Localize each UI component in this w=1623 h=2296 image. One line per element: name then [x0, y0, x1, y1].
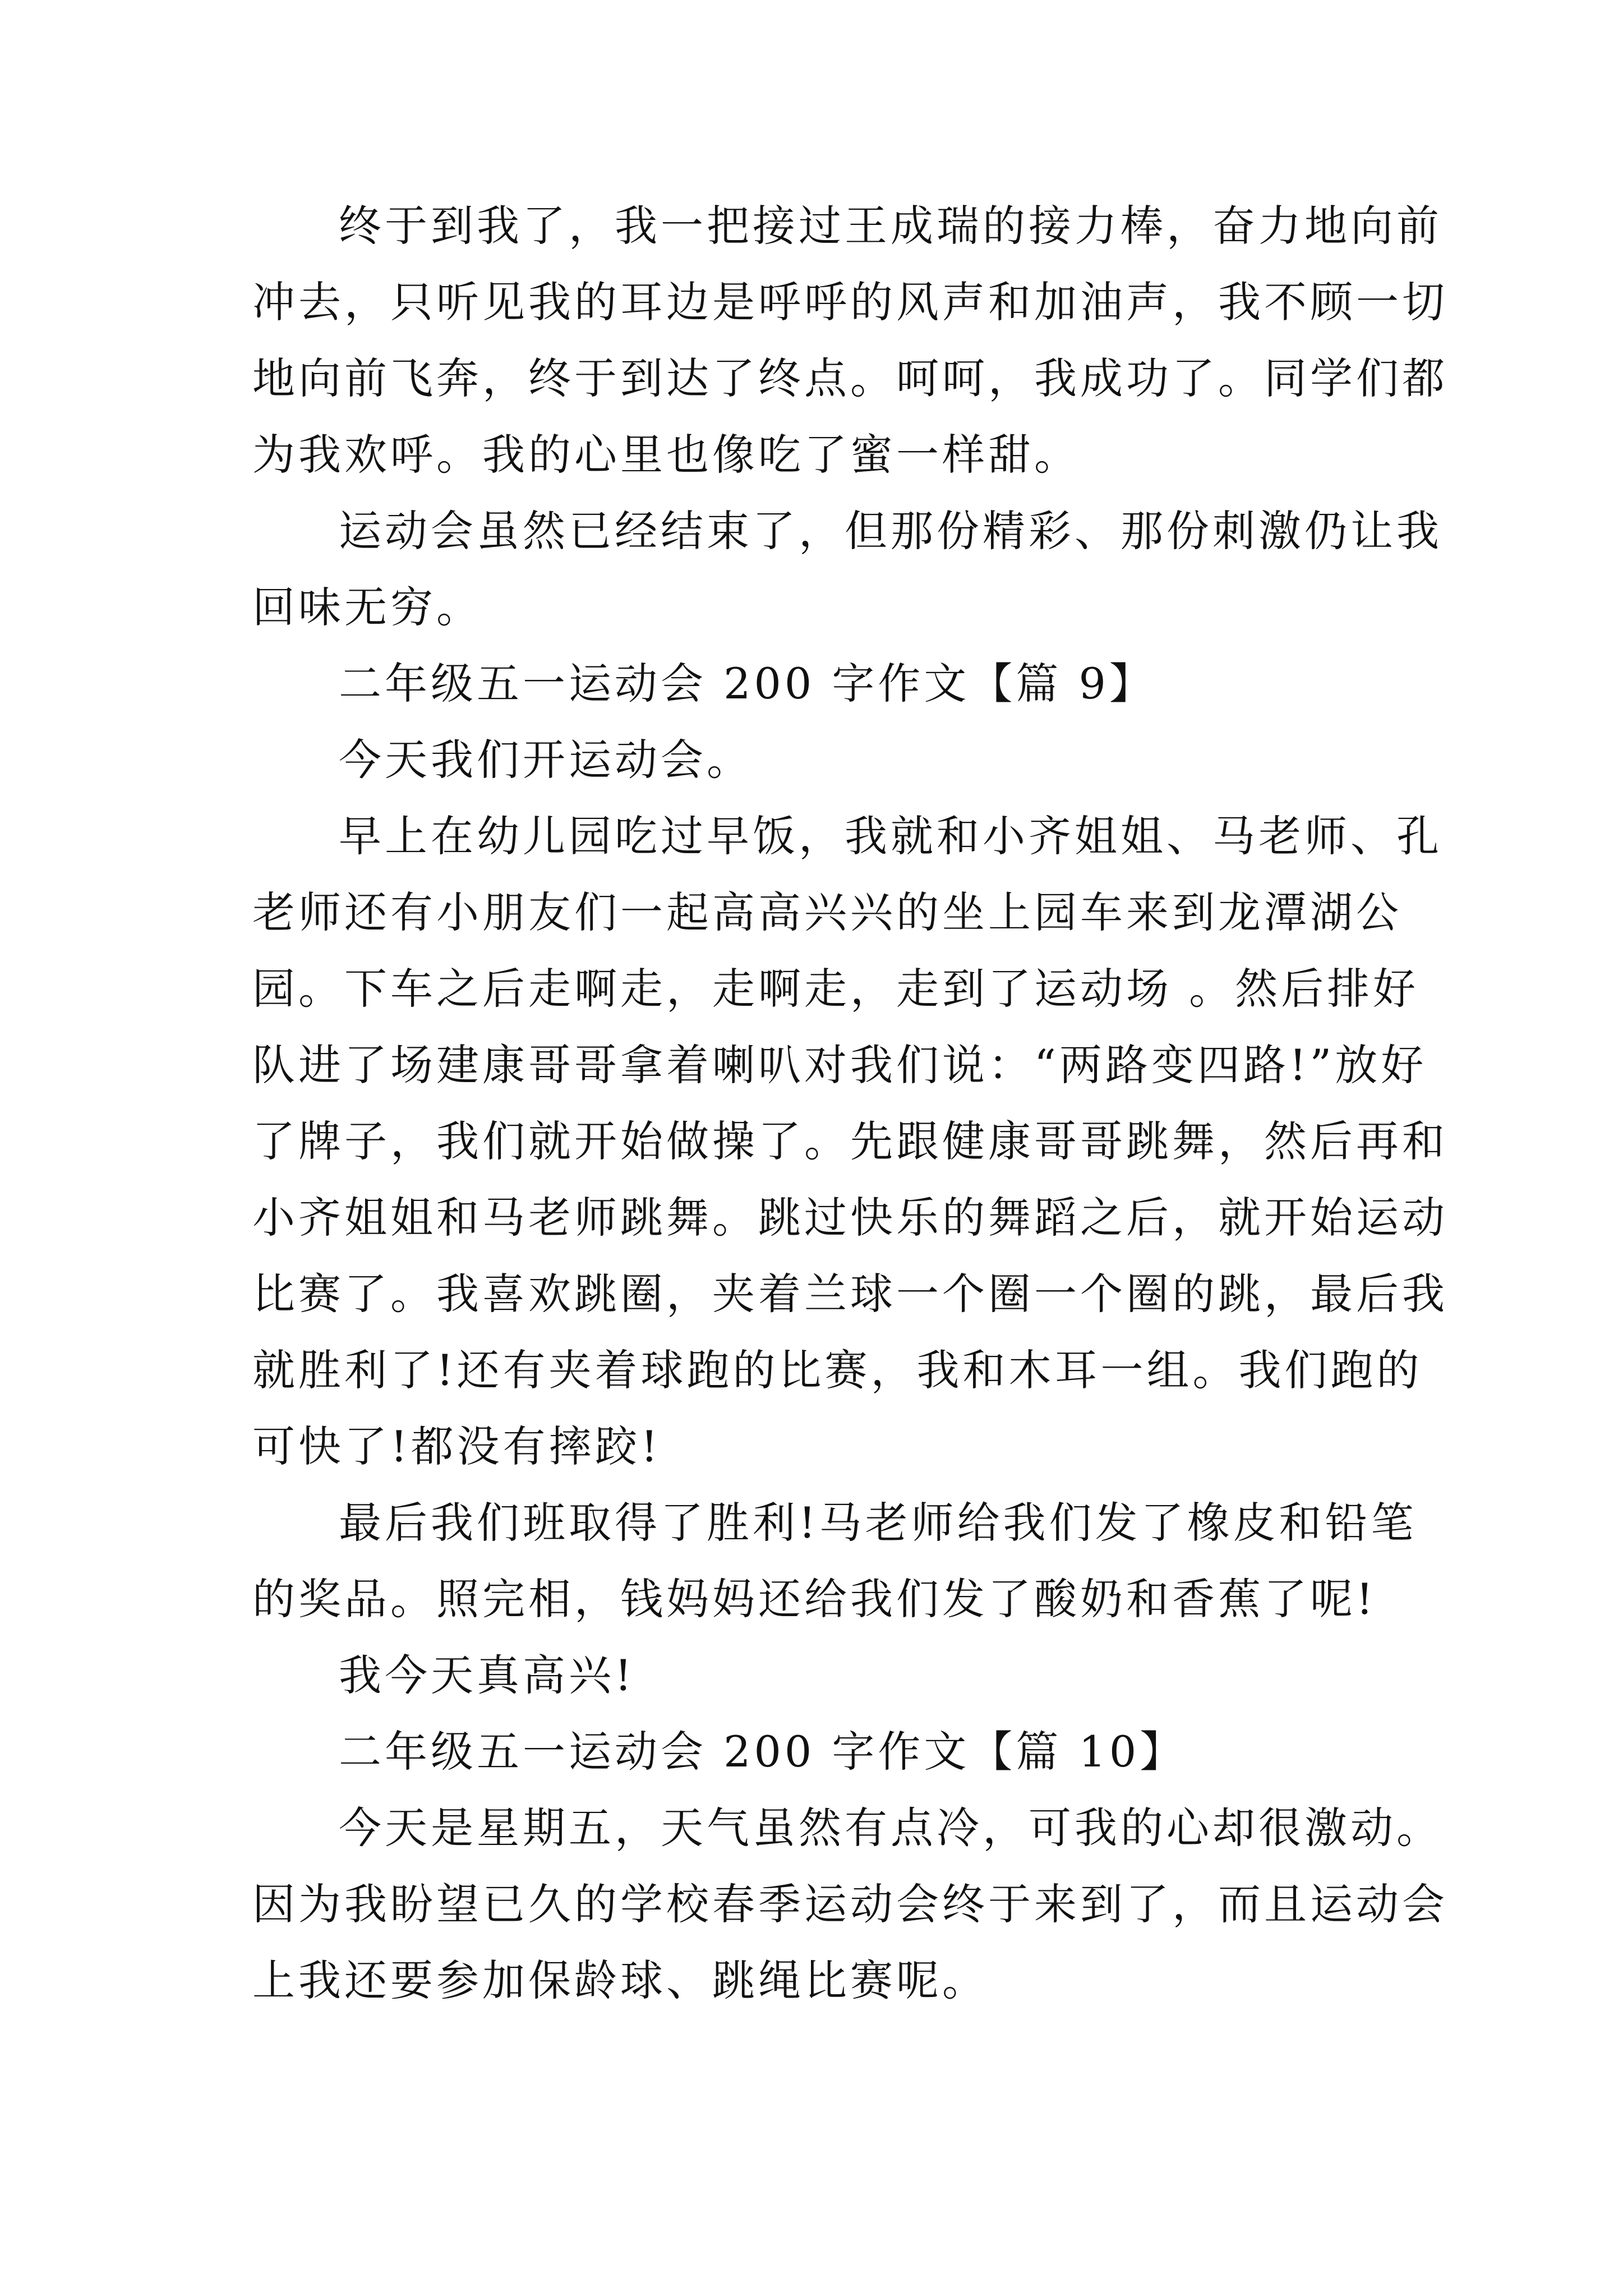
paragraph-line: 我今天真高兴!: [339, 1650, 635, 1700]
paragraph-line: 比赛了。我喜欢跳圈，夹着兰球一个圈一个圈的跳，最后我: [252, 1269, 1448, 1319]
paragraph-line: 运动会虽然已经结束了，但那份精彩、那份刺激仍让我: [339, 506, 1442, 556]
paragraph-line: 队进了场建康哥哥拿着喇叭对我们说：“两路变四路!”放好: [252, 1040, 1427, 1090]
paragraph-line: 冲去，只听见我的耳边是呼呼的风声和加油声，我不顾一切: [252, 277, 1448, 327]
paragraph-line: 园。下车之后走啊走，走啊走，走到了运动场 。然后排好: [252, 964, 1419, 1014]
paragraph-line: 今天是星期五，天气虽然有点冷，可我的心却很激动。: [339, 1803, 1442, 1853]
paragraph-line: 可快了!都没有摔跤!: [252, 1421, 662, 1471]
paragraph-line: 因为我盼望已久的学校春季运动会终于来到了，而且运动会: [252, 1879, 1448, 1929]
paragraph-line: 的奖品。照完相，钱妈妈还给我们发了酸奶和香蕉了呢!: [252, 1574, 1377, 1624]
paragraph-line: 早上在幼儿园吃过早饭，我就和小齐姐姐、马老师、孔: [339, 811, 1442, 861]
section-heading: 二年级五一运动会 200 字作文【篇 10】: [339, 1727, 1186, 1777]
section-heading: 二年级五一运动会 200 字作文【篇 9】: [339, 659, 1155, 708]
paragraph-line: 上我还要参加保龄球、跳绳比赛呢。: [252, 1955, 988, 2005]
paragraph-line: 了牌子，我们就开始做操了。先跟健康哥哥跳舞，然后再和: [252, 1116, 1448, 1166]
paragraph-line: 就胜利了!还有夹着球跑的比赛，我和木耳一组。我们跑的: [252, 1345, 1423, 1395]
paragraph-line: 今天我们开运动会。: [339, 735, 753, 785]
paragraph-line: 终于到我了，我一把接过王成瑞的接力棒，奋力地向前: [339, 201, 1442, 251]
paragraph-line: 为我欢呼。我的心里也像吃了蜜一样甜。: [252, 430, 1080, 480]
paragraph-line: 回味无穷。: [252, 582, 482, 632]
paragraph-line: 老师还有小朋友们一起高高兴兴的坐上园车来到龙潭湖公: [252, 887, 1402, 937]
paragraph-line: 地向前飞奔，终于到达了终点。呵呵，我成功了。同学们都: [252, 353, 1448, 403]
paragraph-line: 最后我们班取得了胜利!马老师给我们发了橡皮和铅笔: [339, 1498, 1417, 1548]
paragraph-line: 小齐姐姐和马老师跳舞。跳过快乐的舞蹈之后，就开始运动: [252, 1193, 1448, 1243]
